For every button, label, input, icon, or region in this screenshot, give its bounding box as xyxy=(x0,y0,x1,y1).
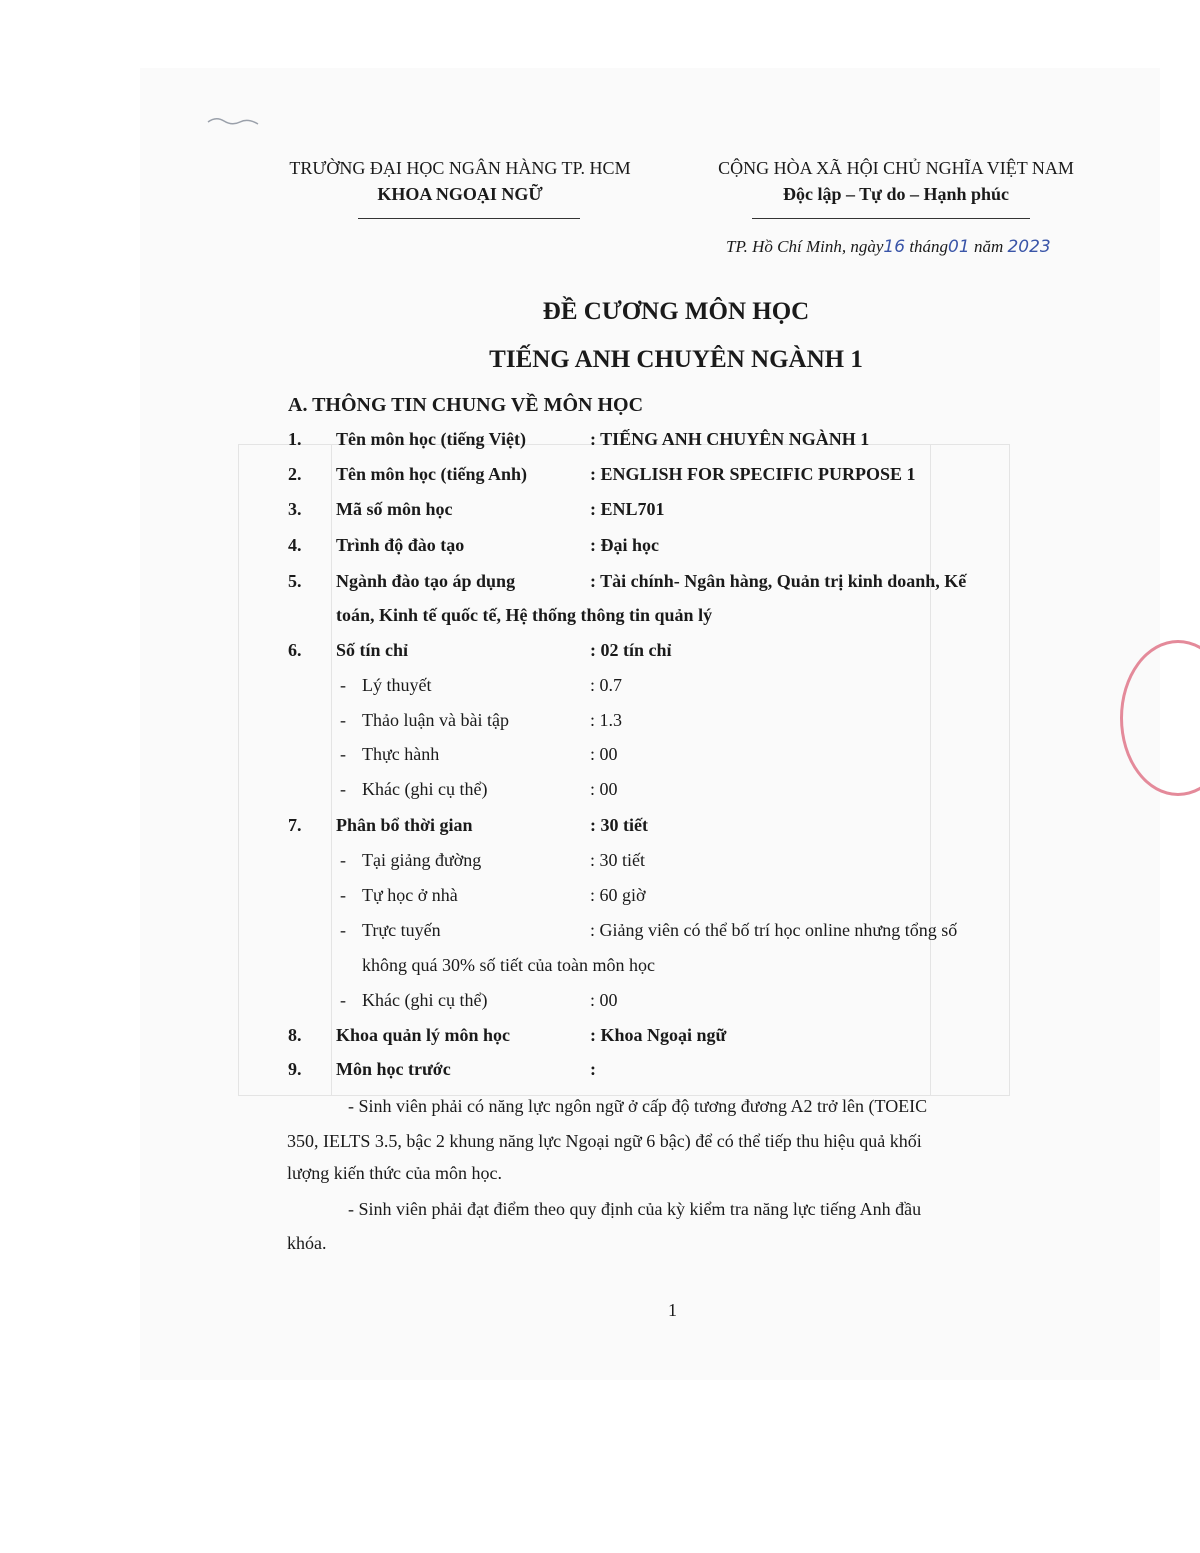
item-value: : TIẾNG ANH CHUYÊN NGÀNH 1 xyxy=(590,429,870,449)
item-label: Khoa quản lý môn học xyxy=(336,1025,511,1045)
sub-item-value: : 0.7 xyxy=(590,675,623,695)
section-heading: A. THÔNG TIN CHUNG VỀ MÔN HỌC xyxy=(288,394,644,416)
item-value-continued: toán, Kinh tế quốc tế, Hệ thống thông tin quản lý xyxy=(336,605,713,625)
page-number: 1 xyxy=(668,1300,677,1320)
document-title: ĐỀ CƯƠNG MÔN HỌC xyxy=(542,298,810,325)
sub-item-value-continued: không quá 30% số tiết của toàn môn học xyxy=(362,955,655,975)
bullet-dash: - xyxy=(340,850,346,870)
prereq-line: khóa. xyxy=(287,1233,327,1253)
header-left-underline xyxy=(358,218,580,219)
date-year-label: năm xyxy=(973,237,1004,256)
item-number: 4. xyxy=(288,535,302,555)
sub-item-value: : 60 giờ xyxy=(590,885,646,905)
item-number: 1. xyxy=(288,429,302,449)
bullet-dash: - xyxy=(340,744,346,764)
sub-item-value: : 30 tiết xyxy=(590,850,645,870)
sub-item-value: : Giảng viên có thể bố trí học online nhưng tổng số xyxy=(590,920,958,940)
national-motto-header xyxy=(700,158,1092,210)
item-number: 8. xyxy=(288,1025,302,1045)
item-label: Số tín chỉ xyxy=(336,640,409,660)
date-month-label: tháng xyxy=(909,237,949,256)
sub-item-label: Tại giảng đường xyxy=(362,850,482,870)
item-label: Trình độ đào tạo xyxy=(336,535,465,555)
prereq-line: - Sinh viên phải đạt điểm theo quy định của kỳ kiểm tra năng lực tiếng Anh đầu xyxy=(348,1199,922,1219)
item-label: Phân bổ thời gian xyxy=(336,815,473,835)
sub-item-label: Trực tuyến xyxy=(362,920,441,940)
item-number: 3. xyxy=(288,499,302,519)
item-number: 7. xyxy=(288,815,302,835)
country-name: CỘNG HÒA XÃ HỘI CHỦ NGHĨA VIỆT NAM xyxy=(718,158,1074,178)
item-value: : xyxy=(590,1059,596,1079)
bullet-dash: - xyxy=(340,710,346,730)
prereq-line: 350, IELTS 3.5, bậc 2 khung năng lực Ngoại ngữ 6 bậc) để có thể tiếp thu hiệu quả khối xyxy=(287,1131,922,1151)
item-number: 9. xyxy=(288,1059,302,1079)
header-right-underline xyxy=(752,218,1030,219)
prereq-line: - Sinh viên phải có năng lực ngôn ngữ ở cấp độ tương đương A2 trở lên (TOEIC xyxy=(348,1096,928,1116)
sub-item-value: : 00 xyxy=(590,990,618,1010)
item-label: Môn học trước xyxy=(336,1059,451,1079)
institution-header xyxy=(260,158,660,210)
item-label: Mã số môn học xyxy=(336,499,453,519)
bullet-dash: - xyxy=(340,885,346,905)
sub-item-value: : 00 xyxy=(590,779,618,799)
item-value: : 30 tiết xyxy=(590,815,648,835)
item-value: : ENGLISH FOR SPECIFIC PURPOSE 1 xyxy=(590,464,916,484)
sub-item-label: Khác (ghi cụ thể) xyxy=(362,990,488,1010)
date-day: 16 xyxy=(883,237,906,257)
scan-mark xyxy=(206,114,264,128)
sub-item-label: Tự học ở nhà xyxy=(362,885,458,905)
sub-item-label: Khác (ghi cụ thể) xyxy=(362,779,488,799)
item-value: : 02 tín chỉ xyxy=(590,640,672,660)
item-value: : Đại học xyxy=(590,535,659,555)
item-value: : Tài chính- Ngân hàng, Quản trị kinh doanh, Kế xyxy=(590,571,967,591)
item-value: : Khoa Ngoại ngữ xyxy=(590,1025,727,1045)
item-label: Tên môn học (tiếng Việt) xyxy=(336,429,526,449)
bleed-through-column xyxy=(930,444,1010,1096)
item-number: 5. xyxy=(288,571,302,591)
item-label: Ngành đào tạo áp dụng xyxy=(336,571,516,591)
date-year: 2023 xyxy=(1007,237,1051,257)
date-month: 01 xyxy=(948,237,970,257)
item-number: 2. xyxy=(288,464,302,484)
sub-item-label: Lý thuyết xyxy=(362,675,432,695)
bullet-dash: - xyxy=(340,779,346,799)
item-number: 6. xyxy=(288,640,302,660)
university-name: TRƯỜNG ĐẠI HỌC NGÂN HÀNG TP. HCM xyxy=(289,158,631,178)
bullet-dash: - xyxy=(340,675,346,695)
faculty-name: KHOA NGOẠI NGỮ xyxy=(377,184,543,204)
sub-item-value: : 00 xyxy=(590,744,618,764)
sub-item-label: Thực hành xyxy=(362,744,440,764)
date-line xyxy=(726,237,1051,257)
bullet-dash: - xyxy=(340,990,346,1010)
bleed-through-column xyxy=(238,444,332,1096)
motto: Độc lập – Tự do – Hạnh phúc xyxy=(782,184,1010,204)
sub-item-value: : 1.3 xyxy=(590,710,623,730)
item-value: : ENL701 xyxy=(590,499,665,519)
bullet-dash: - xyxy=(340,920,346,940)
prereq-line: lượng kiến thức của môn học. xyxy=(287,1163,502,1183)
date-prefix: TP. Hồ Chí Minh, ngày xyxy=(726,237,884,256)
course-title: TIẾNG ANH CHUYÊN NGÀNH 1 xyxy=(489,346,863,373)
sub-item-label: Thảo luận và bài tập xyxy=(362,710,509,730)
item-label: Tên môn học (tiếng Anh) xyxy=(336,464,528,484)
